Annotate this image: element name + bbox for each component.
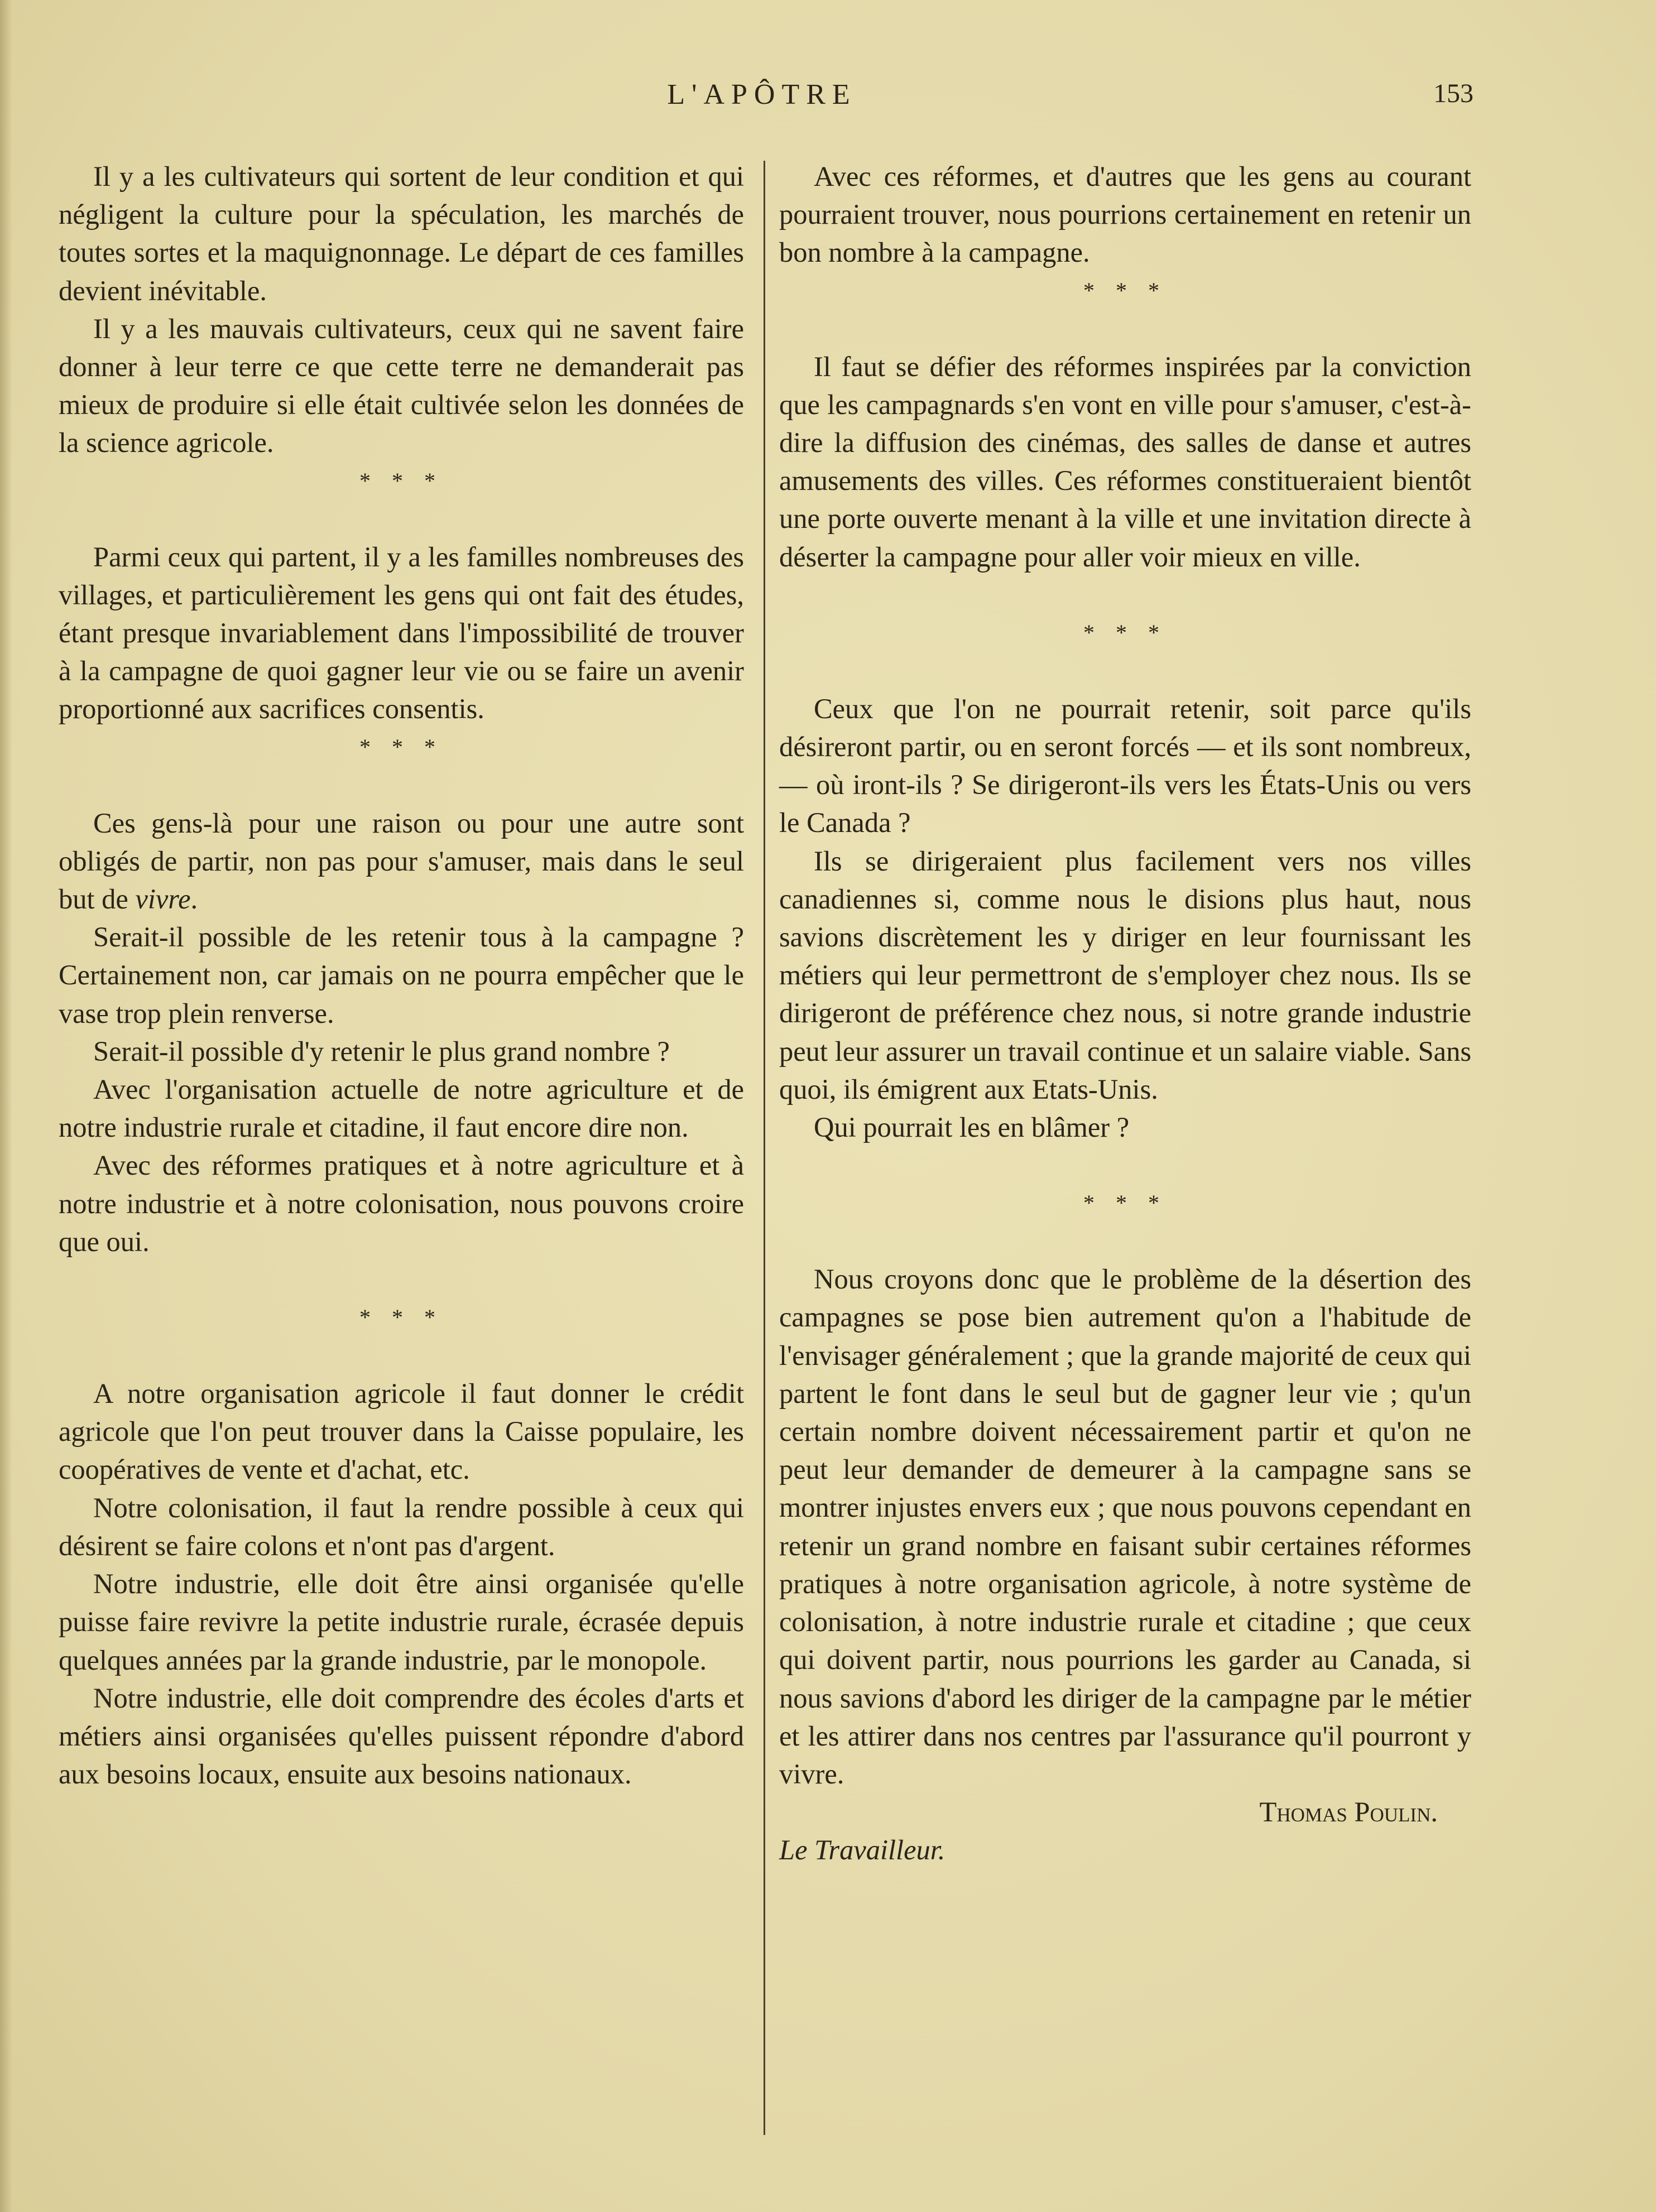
section-separator: * * * bbox=[359, 468, 443, 493]
paragraph: Notre industrie, elle doit être ainsi organisée qu'elle puisse faire revivre la petite industrie rurale, écrasée depuis quelques années par la grande industrie, par le monopole. bbox=[59, 1568, 744, 1676]
paragraph: Avec des réformes pratiques et à notre agriculture et à notre industrie et à notre colonisation, nous pouvons croire que oui. bbox=[59, 1150, 744, 1257]
paragraph: Avec l'organisation actuelle de notre agriculture et de notre industrie rurale et citadine, il faut encore dire non. bbox=[59, 1074, 744, 1143]
paragraph: Il faut se défier des réformes inspirées par la conviction que les campagnards s'en vont en ville pour s'amuser, c'est-à-dire la diffusion des cinémas, des salles de danse et autres amusements des villes. Ces réformes constitueraient bientôt une porte ouverte menant à la ville et une invitation directe à déserter la campagne pour aller voir mieux en ville. bbox=[779, 350, 1471, 573]
paragraph: Il y a les mauvais cultivateurs, ceux qui ne savent faire donner à leur terre ce que cette terre ne demanderait pas mieux de produire si elle était cultivée selon les données de la science agricole. bbox=[59, 312, 744, 459]
paragraph: Il y a les cultivateurs qui sortent de leur condition et qui négligent la culture pour la spéculation, les marchés de toutes sortes et la maquignonnage. Le départ de ces familles devient inévitable. bbox=[59, 161, 744, 306]
section-separator: * * * bbox=[1083, 619, 1167, 645]
paragraph: Notre industrie, elle doit comprendre des écoles d'arts et métiers ainsi organisées qu'elles puissent répondre d'abord aux besoins locaux, ensuite aux besoins nationaux. bbox=[59, 1682, 744, 1790]
section-separator: * * * bbox=[359, 734, 443, 759]
paragraph: Ils se dirigeraient plus facilement vers nos villes canadiennes si, comme nous le disions plus haut, nous savions discrètement les y diriger en leur fournissant les métiers qui leur permettront de s'employer chez nous. Ils se dirigeront de préférence chez nous, si notre grande industrie peut leur assurer un travail continue et un salaire viable. Sans quoi, ils émigrent aux Etats-Unis. bbox=[779, 845, 1471, 1105]
paragraph: Serait-il possible d'y retenir le plus grand nombre ? bbox=[93, 1035, 670, 1067]
author-signature: Thomas Poulin. bbox=[1259, 1796, 1438, 1828]
paragraph: Notre colonisation, il faut la rendre possible à ceux qui désirent se faire colons et n'ont pas d'argent. bbox=[59, 1492, 744, 1561]
paragraph: Parmi ceux qui partent, il y a les familles nombreuses des villages, et particulièrement les gens qui ont fait des études, étant presque invariablement dans l'impossibilité de trouver à la campagne de quoi gagner leur vie ou se faire un avenir proportionné aux sacrifices consentis. bbox=[59, 541, 744, 725]
italic-word: vivre bbox=[135, 883, 191, 915]
running-header bbox=[0, 78, 1656, 123]
section-separator: * * * bbox=[1083, 277, 1167, 303]
paragraph: A notre organisation agricole il faut donner le crédit agricole que l'on peut trouver dans la Caisse populaire, les coopératives de vente et d'achat, etc. bbox=[59, 1378, 744, 1485]
paragraph: Avec ces réformes, et d'autres que les gens au courant pourraient trouver, nous pourrions certainement en retenir un bon nombre à la campagne. bbox=[779, 161, 1471, 268]
paragraph-text: Ces gens-là pour une raison ou pour une autre sont obligés de partir, non pas pour s'amuser, mais dans le seul but de bbox=[59, 807, 744, 915]
right-column bbox=[779, 157, 1471, 1869]
section-separator: * * * bbox=[359, 1305, 443, 1330]
page-edge-shadow bbox=[0, 0, 12, 2212]
paragraph: Nous croyons donc que le problème de la désertion des campagnes se pose bien autrement qu'on a l'habitude de l'envisager généralement ; que la grande majorité de ceux qui partent le font dans le seul but de gagner leur vie ; qu'un certain nombre doivent nécessairement partir et qu'on ne peut leur demander de demeurer à la campagne sans se montrer injustes envers eux ; que nous pouvons cependant en retenir un grand nombre en faisant subir certaines réformes pratiques à notre organisation agricole, à notre système de colonisation, à notre industrie rurale et citadine ; que ceux qui doivent partir, nous pourrions les garder au Canada, si nous savions d'abord les diriger de la campagne par le métier et les attirer dans nos centres par l'assurance qu'il pourront y vivre. bbox=[779, 1263, 1471, 1790]
journal-title: L'APÔTRE bbox=[667, 79, 857, 110]
paragraph: Qui pourrait les en blâmer ? bbox=[814, 1112, 1130, 1143]
left-column bbox=[59, 157, 744, 1793]
column-rule bbox=[764, 161, 765, 2135]
paragraph: Serait-il possible de les retenir tous à la campagne ? Certainement non, car jamais on ne pourra empêcher que le vase trop plein renverse. bbox=[59, 921, 744, 1029]
paragraph bbox=[59, 804, 744, 919]
paragraph-end: . bbox=[190, 883, 198, 915]
source-credit: Le Travailleur. bbox=[779, 1834, 945, 1866]
page-number: 153 bbox=[1433, 79, 1473, 108]
section-separator: * * * bbox=[1083, 1190, 1167, 1216]
paragraph: Ceux que l'on ne pourrait retenir, soit parce qu'ils désireront partir, ou en seront forcés — et ils sont nombreux,— où iront-ils ? Se dirigeront-ils vers les États-Unis ou vers le Canada ? bbox=[779, 693, 1471, 839]
